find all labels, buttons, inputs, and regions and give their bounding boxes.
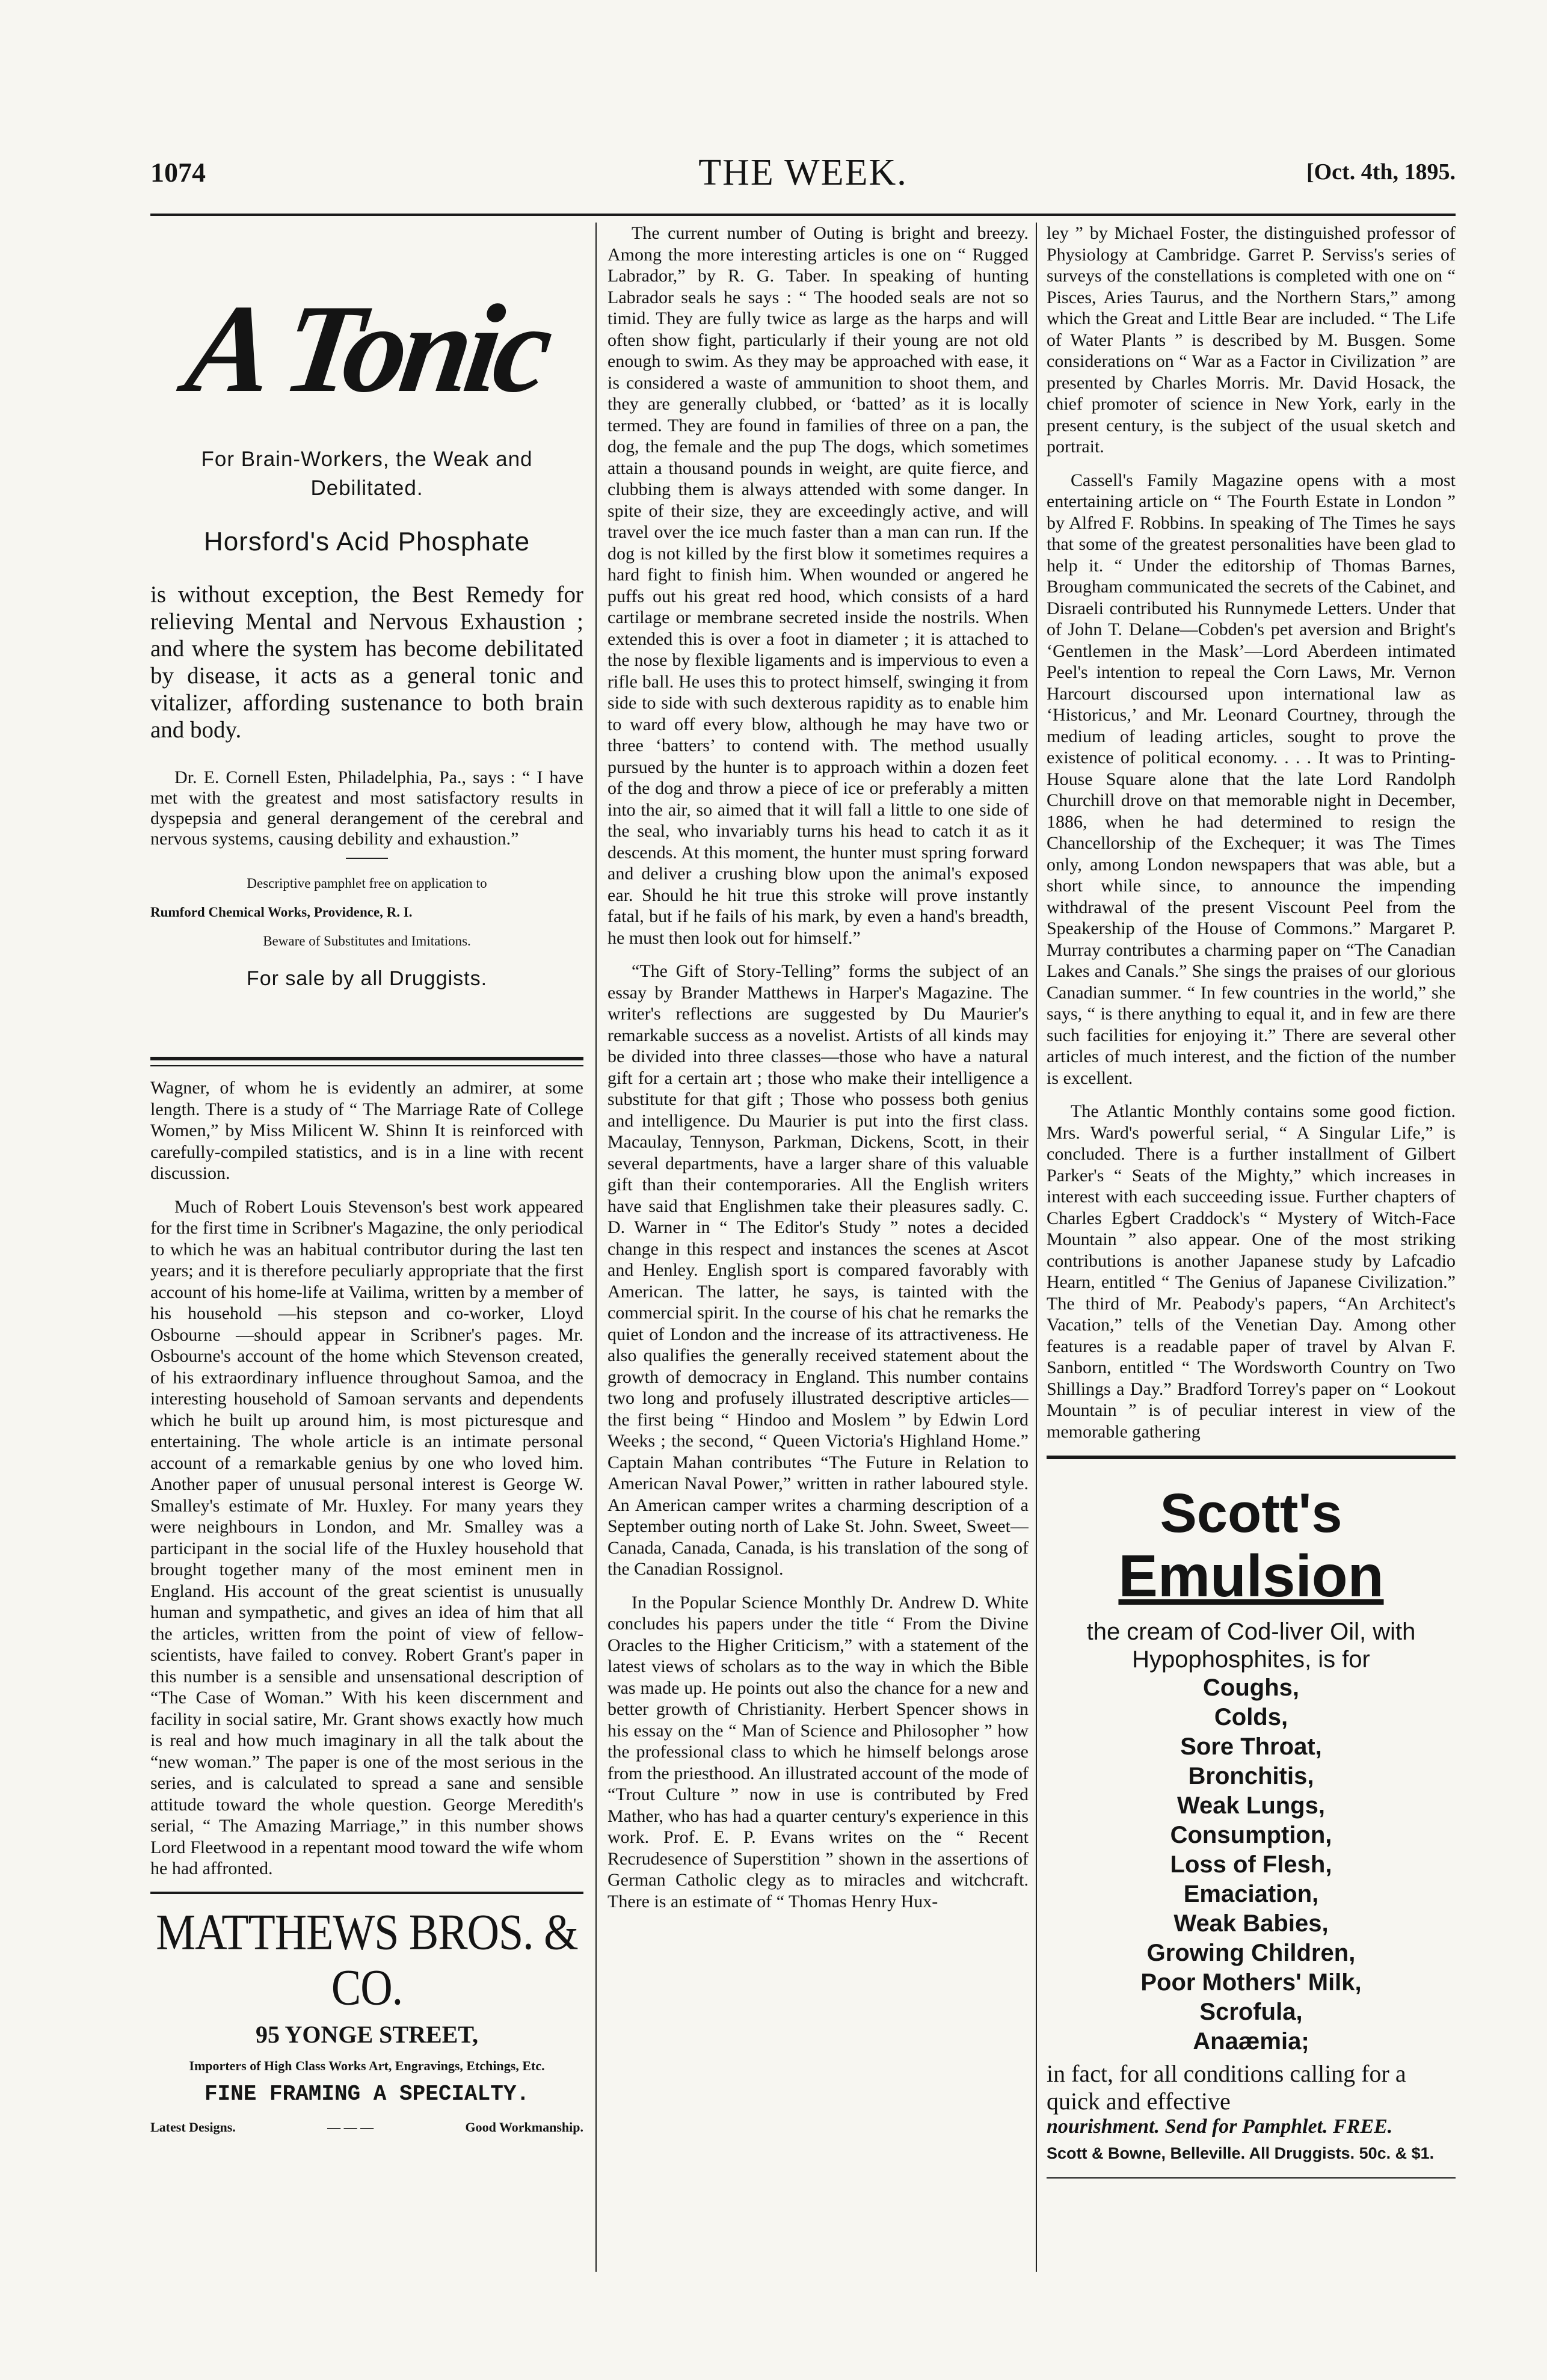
newspaper-title: THE WEEK. bbox=[698, 152, 908, 193]
article-paragraph: Cassell's Family Magazine opens with a most entertaining article on “ The Fourth Estate in London ” by Alfred F. Robbins. In speaking of The Times he says that some of the greatest personalities have been glad to help it. “ Under the editorship of Thomas Barnes, Brougham communicated the secrets of the Cabinet, and Disraeli contributed his Runnymede Letters. Under that of John T. Delane—Cobden's pet aversion and Bright's ‘Gentlemen in the Mask’—Lord Aberdeen intimated Peel's intention to repeal the Corn Laws, Mr. Vernon Harcourt discoursed upon international law as ‘Historicus,’ and Mr. Leonard Courtney, through the medium of leading articles, sought to prove the existence of political economy. . . . It was to Printing-House Square alone that the late Lord Randolph Churchill drove on that memorable night in December, 1886, when he had determined to resign the Chancellorship of the Exchequer; it was The Times only, among London newspapers that was able, but a short while since, to announce the impending withdrawal of the present Viscount Peel from the Speakership of the House of Commons.” Margaret P. Murray contributes a charming paper on “The Canadian Lakes and Canals.” She sings the praises of our glorious Canadian summer. “ In few countries in the world,” she says, “ is there anything to equal it, and in few are there such facilities for enjoying it.” There are several other articles of much interest, and the fiction of the number is excellent. bbox=[1047, 470, 1456, 1088]
scotts-ailment: Loss of Flesh, bbox=[1170, 1851, 1332, 1878]
column-divider bbox=[595, 223, 597, 2272]
scotts-ailment: Anaæmia; bbox=[1193, 2028, 1309, 2055]
article-paragraph: In the Popular Science Monthly Dr. Andrew D. White concludes his papers under the title “ From the Divine Oracles to the Higher Criticism,” with a statement of the latest views of scholars as to the way in which the Bible was made up. He points out also the chance for a new and better growth of Christianity. Herbert Spencer shows in his essay on the “ Man of Science and Philosopher ” how the professional class to which he himself belongs arose from the priesthood. An illustrated account of the mode of “Trout Culture ” now in use is contributed by Fred Mather, who has had a quarter century's experience in this work. Prof. E. P. Evans writes on the “ Recent Recrudesence of Superstition ” shown in the assertions of German Catholic clegy as to miracles and witchcraft. There is an estimate of “ Thomas Henry Hux- bbox=[607, 1592, 1029, 1911]
scotts-conditions: in fact, for all conditions calling for a quick and effective bbox=[1047, 2060, 1406, 2115]
column-2 bbox=[607, 223, 1029, 2272]
tonic-beware: Beware of Substitutes and Imitations. bbox=[263, 933, 471, 949]
matthews-dashes: — — — bbox=[327, 2119, 374, 2135]
scotts-ailment: Bronchitis, bbox=[1188, 1763, 1314, 1789]
tonic-sale: For sale by all Druggists. bbox=[246, 967, 488, 990]
tonic-logo: A Tonic bbox=[179, 279, 555, 419]
matthews-name: MATTHEWS BROS. & CO. bbox=[156, 1904, 578, 2016]
tonic-advertisement bbox=[150, 223, 583, 991]
scotts-ailment: Weak Babies, bbox=[1173, 1910, 1329, 1937]
header-rule bbox=[150, 214, 1456, 216]
matthews-advertisement bbox=[150, 1892, 583, 2135]
scotts-ailment: Coughs, bbox=[1203, 1674, 1299, 1701]
article-paragraph: The current number of Outing is bright and breezy. Among the more interesting articles is one on “ Rugged Labrador,” by R. G. Taber. In speaking of hunting Labrador seals he says : “ The hooded seals are not so timid. They are fully twice as large as the harps and will often show fight, particularly if their young are not old enough to swim. As they may be approached with ease, it is considered a waste of ammunition to shoot them, and they are generally clubbed, or ‘batted’ as it is locally termed. They are found in families of three on a pan, the dog, the female and the pup The dogs, which sometimes attain a thousand pounds in weight, are quite fierce, and clubbing them is always attended with some danger. In spite of their size, they are exceedingly active, and will travel over the ice much faster than a man can run. If the dog is not killed by the first blow it sometimes requires a hard fight to finish him. When wounded or angered he puffs out his great red hood, which consists of a hard cartilage or membrane secreted inside the nostrils. When extended this is over a foot in diameter ; it is attached to the nose by flexible ligaments and is impervious to even a rifle ball. He uses this to protect himself, swinging it from side to side with such dexterous rapidity as to enable him to ward off every blow, although he may have two or three ‘batters’ to contend with. The method usually pursued by the hunter is to approach within a dozen feet of the dog and throw a piece of ice or preferably a mitten into the air, so aimed that it will fall a little to one side of the seal, who invariably turns his head to catch it as it descends. At this moment, the hunter must spring forward and deliver a crushing blow upon the animal's exposed ear. Should he hit true this stroke will prove instantly fatal, but if he fails of his mark, by even a hand's breadth, he must then look out for himself.” bbox=[607, 223, 1029, 948]
scotts-ailment: Poor Mothers' Milk, bbox=[1140, 1969, 1362, 1996]
tonic-body: is without exception, the Best Remedy for relieving Mental and Nervous Exhaustion ; and where the system has become debilitated by disease, it acts as a general tonic and vitalizer, affording sustenance to both brain and body. bbox=[150, 582, 583, 743]
scotts-brand-line2: Emulsion bbox=[1118, 1543, 1384, 1609]
scotts-brand-line1: Scott's bbox=[1160, 1483, 1342, 1544]
scotts-signature: Scott & Bowne, Belleville. All Druggists. 50c. & $1. bbox=[1047, 2144, 1435, 2162]
issue-date: [Oct. 4th, 1895. bbox=[1306, 159, 1456, 185]
tonic-pamphlet: Descriptive pamphlet free on application to bbox=[247, 876, 487, 891]
matthews-importers: Importers of High Class Works Art, Engravings, Etchings, Etc. bbox=[189, 2058, 545, 2073]
article-paragraph: Much of Robert Louis Stevenson's best work appeared for the first time in Scribner's Magazine, the only periodical to which he was an habitual contributor during the last ten years; and it is therefore peculiarly appropriate that the first account of his home-life at Vailima, written by a member of his household —his stepson and co-worker, Lloyd Osbourne —should appear in Scribner's pages. Mr. Osbourne's account of the home which Stevenson created, of his extraordinary influence throughout Samoa, and the interesting household of Samoan servants and dependents which he built up around him, is most picturesque and entertaining. The whole article is an intimate personal account of a remarkable genius by one who loved him. Another paper of unusual personal interest is George W. Smalley's estimate of Mr. Huxley. For many years they were neighbours in London, and Mr. Smalley was a participant in the social life of the Huxley household that brought together many of the most eminent men in England. His account of the great scientist is unusually human and sympathetic, and gives an idea of him that all the articles, written from the point of view of fellow-scientists, have failed to convey. Robert Grant's paper in this number is a sensible and unsensational description of “The Case of Woman.” With his keen discernment and facility in social satire, Mr. Grant shows exactly how much is real and how much imaginary in all the talk about the “new woman.” The paper is one of the most serious in the series, and is calculated to spread a sane and sensible attitude toward the whole question. George Meredith's serial, “ The Amazing Marriage,” in this number shows Lord Fleetwood in a repentant mood toward the wife whom he had affronted. bbox=[150, 1196, 583, 1878]
scotts-ailment: Emaciation, bbox=[1183, 1881, 1319, 1907]
article-paragraph: ley ” by Michael Foster, the distinguished professor of Physiology at Cambridge. Garret P. Serviss's series of surveys of the constellations is completed with one on “ Pisces, Aries Taurus, and the Northern Stars,” among which the Great and Little Bear are included. “ The Life of Water Plants ” is described by M. Busgen. Some considerations on “ War as a Factor in Civilization ” are presented by Charles Morris. Mr. David Hosack, the chief promoter of science in New York, early in the present century, is the subject of the usual sketch and portrait. bbox=[1047, 223, 1456, 457]
article-paragraph: The Atlantic Monthly contains some good fiction. Mrs. Ward's powerful serial, “ A Singular Life,” is concluded. There is a further installment of Gilbert Parker's “ Seats of the Mighty,” which increases in interest with each succeeding issue. Further chapters of Charles Egbert Craddock's “ Mystery of Witch-Face Mountain ” also appear. One of the most striking contributions is another Japanese study by Lafcadio Hearn, entitled “ The Genius of Japanese Civilization.” The third of Mr. Peabody's papers, “An Architect's Vacation,” tells of the Venetian Day. Among other features is a readable paper of travel by Alvan F. Sanborn, entitled “ The Wordsworth Country on Two Shillings a Day.” Bradford Torrey's paper on “ Lookout Mountain ” is of peculiar interest in view of the memorable gathering bbox=[1047, 1101, 1456, 1442]
tonic-testimonial: Dr. E. Cornell Esten, Philadelphia, Pa., says : “ I have met with the greatest and most satisfactory results in dyspepsia and general derangement of the cerebral and nervous systems, causing debility and exhaustion.” bbox=[150, 767, 583, 849]
tonic-product: Horsford's Acid Phosphate bbox=[203, 527, 531, 556]
scotts-intro: the cream of Cod-liver Oil, with Hypophosphites, is for bbox=[1086, 1619, 1416, 1673]
column-3 bbox=[1047, 223, 1456, 2272]
divider bbox=[346, 858, 388, 859]
scotts-ailment: Consumption, bbox=[1170, 1822, 1332, 1848]
scotts-ailment: Sore Throat, bbox=[1180, 1733, 1322, 1760]
article-paragraph: Wagner, of whom he is evidently an admirer, at some length. There is a study of “ The Marriage Rate of College Women,” by Miss Milicent W. Shinn It is reinforced with carefully-compiled statistics, and is in a line with recent discussion. bbox=[150, 1078, 583, 1183]
section-rule bbox=[150, 1065, 583, 1066]
tonic-maker: Rumford Chemical Works, Providence, R. I. bbox=[150, 905, 413, 920]
section-rule bbox=[150, 1057, 583, 1060]
scotts-emulsion-advertisement bbox=[1047, 1456, 1456, 2179]
column-1 bbox=[150, 223, 583, 2272]
scotts-ailment: Weak Lungs, bbox=[1177, 1792, 1325, 1819]
scotts-ailments bbox=[1047, 1673, 1456, 2056]
scotts-ailment: Growing Children, bbox=[1146, 1940, 1356, 1966]
page-number: 1074 bbox=[150, 157, 206, 188]
column-divider bbox=[1036, 223, 1037, 2272]
matthews-framing: FINE FRAMING A SPECIALTY. bbox=[204, 2081, 530, 2106]
matthews-good: Good Workmanship. bbox=[465, 2119, 583, 2135]
scotts-ailment: Colds, bbox=[1214, 1704, 1288, 1730]
matthews-address: 95 YONGE STREET, bbox=[255, 2020, 479, 2048]
article-paragraph: “The Gift of Story-Telling” forms the subject of an essay by Brander Matthews in Harper's Magazine. The writer's reflections are suggested by Du Maurier's remarkable success as a novelist. Artists of all kinds may be divided into three classes—those who have a natural gift for a certain art ; those who make their intelligence a substitute for that gift ; Those who possess both genius and intelligence. Du Maurier is put into the first class. Macaulay, Tennyson, Parkman, Dickens, Scott, in their several departments, have a larger share of this valuable gift than their contemporaries. All the English writers have said that Englishmen take their pleasures sadly. C. D. Warner in “ The Editor's Study ” notes a decided change in this respect and instances the scenes at Ascot and Henley. English sport is compared favorably with American. The latter, he says, is tainted with the commercial spirit. In the course of his chat he remarks the quiet of London and the increase of its attractiveness. He also qualifies the generally received statement about the growth of democracy in England. This number contains two long and profusely illustrated descriptive articles—the first being “ Hindoo and Moslem ” by Edwin Lord Weeks ; the second, “ Queen Victoria's Highland Home.” Captain Mahan contributes “The Future in Relation to American Naval Power,” written in rather laboured style. An American camper writes a charming description of a September outing north of Lake St. John. Sweet, Sweet—Canada, Canada, Canada, is his translation of the song of the Canadian Rossignol. bbox=[607, 961, 1029, 1579]
matthews-latest: Latest Designs. bbox=[150, 2119, 236, 2135]
scotts-nourishment: nourishment. Send for Pamphlet. FREE. bbox=[1047, 2115, 1393, 2138]
tonic-subtitle: For Brain-Workers, the Weak and Debilitated. bbox=[201, 447, 533, 500]
page-header bbox=[150, 152, 1456, 211]
section-rule bbox=[1047, 2177, 1456, 2179]
matthews-footer bbox=[150, 2120, 583, 2135]
scotts-ailment: Scrofula, bbox=[1199, 1999, 1303, 2025]
